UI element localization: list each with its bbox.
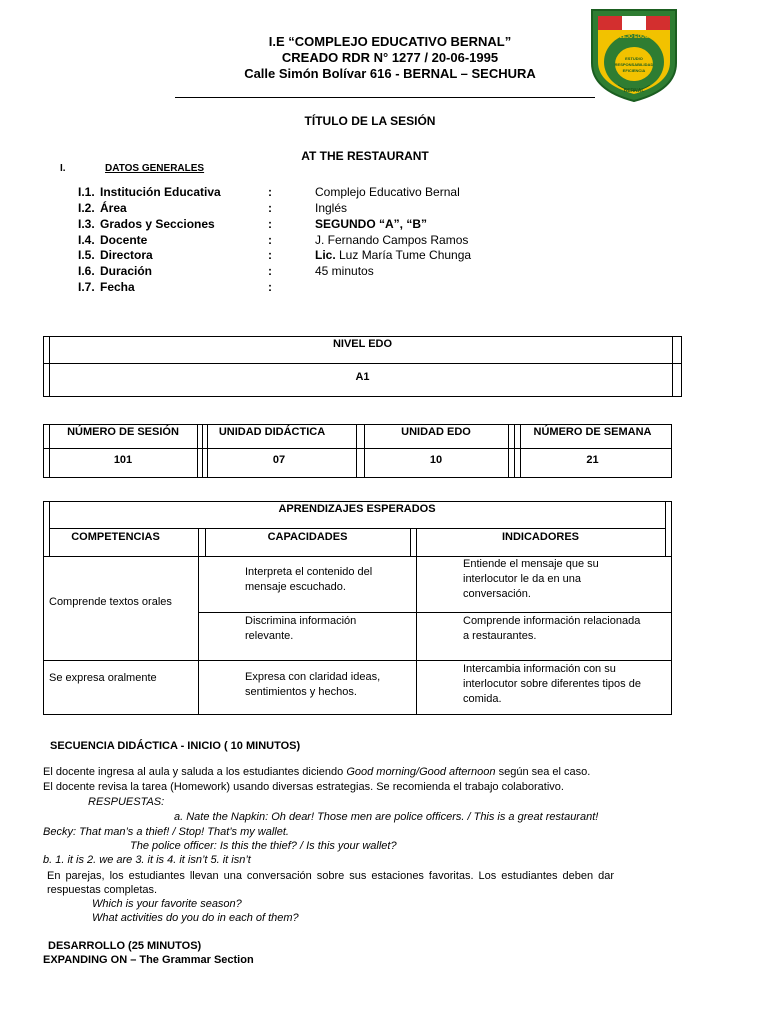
desarrollo-subtitle: EXPANDING ON – The Grammar Section	[43, 954, 254, 966]
datos-row-number: I.6.	[78, 264, 95, 278]
datos-row-number: I.3.	[78, 217, 95, 231]
indicador-1: Entiende el mensaje que su interlocutor le da en una conversación.	[463, 558, 599, 600]
week-header: NÚMERO DE SEMANA	[533, 426, 652, 438]
answer-b: b. 1. it is 2. we are 3. it is 4. it isn’t 5. it isn’t	[43, 854, 251, 866]
datos-row-colon: :	[268, 201, 272, 215]
school-address: Calle Simón Bolívar 616 - BERNAL – SECHURA	[244, 66, 536, 81]
capacidades-header: CAPACIDADES	[267, 531, 348, 543]
nivel-value: A1	[355, 371, 370, 383]
datos-row-value: Lic. Luz María Tume Chunga	[315, 248, 472, 262]
answer-a: a. Nate the Napkin: Oh dear! Those men are police officers. / This is a great restaurant!	[174, 811, 599, 823]
datos-heading: DATOS GENERALES	[105, 163, 205, 174]
datos-row-value: 45 minutos	[315, 264, 374, 278]
datos-row-number: I.4.	[78, 233, 95, 247]
header-rule	[175, 97, 595, 98]
logo-bottom-text: BERNAL	[623, 88, 645, 94]
datos-row-colon: :	[268, 248, 272, 262]
unit-edo-header: UNIDAD EDO	[401, 426, 471, 438]
competencia-1: Comprende textos orales	[49, 596, 172, 608]
question-1: Which is your favorite season?	[92, 898, 242, 910]
datos-row-colon: :	[268, 185, 272, 199]
datos-row-value: J. Fernando Campos Ramos	[315, 233, 469, 247]
indicador-3: Intercambia información con su interlocutor sobre diferentes tipos de comida.	[463, 663, 641, 705]
datos-row-label: Directora	[100, 248, 153, 262]
datos-row-value: Complejo Educativo Bernal	[315, 185, 460, 199]
aprendizajes-title: APRENDIZAJES ESPERADOS	[278, 503, 436, 515]
answer-becky: Becky: That man’s a thief! / Stop! That’s my wallet.	[43, 826, 289, 838]
indicadores-header: INDICADORES	[501, 531, 579, 543]
session-number-header: NÚMERO DE SESIÓN	[67, 426, 179, 438]
question-2: What activities do you do in each of them?	[92, 912, 299, 924]
datos-row-value: SEGUNDO “A”, “B”	[315, 217, 428, 231]
unit-value: 07	[272, 454, 286, 466]
datos-row-label: Fecha	[100, 280, 135, 294]
datos-row-label: Institución Educativa	[100, 185, 221, 199]
competencias-header: COMPETENCIAS	[71, 531, 160, 543]
datos-row-label: Duración	[100, 264, 153, 278]
session-number-value: 101	[113, 454, 133, 466]
datos-row-colon: :	[268, 233, 272, 247]
datos-row-value: Inglés	[315, 201, 348, 215]
secuencia-paragraph-2: El docente revisa la tarea (Homework) usando diversas estrategias. Se recomienda el trabajo colaborativo.	[43, 781, 564, 793]
logo-motto-1: ESTUDIO	[625, 56, 643, 61]
datos-row-colon: :	[268, 264, 272, 278]
school-crest-logo	[590, 8, 678, 103]
datos-row-number: I.5.	[78, 248, 95, 262]
answer-police: The police officer: Is this the thief? / Is this your wallet?	[130, 840, 397, 852]
unit-header: UNIDAD DIDÁCTICA	[218, 426, 326, 438]
datos-row-colon: :	[268, 280, 272, 294]
datos-row-label: Área	[100, 201, 127, 215]
secuencia-title: SECUENCIA DIDÁCTICA - INICIO ( 10 MINUTOS)	[50, 740, 301, 752]
desarrollo-title: DESARROLLO (25 MINUTOS)	[48, 940, 202, 952]
datos-row-number: I.7.	[78, 280, 95, 294]
unit-edo-value: 10	[429, 454, 443, 466]
datos-row-number: I.2.	[78, 201, 95, 215]
indicador-2: Comprende información relacionada a restaurantes.	[463, 615, 641, 642]
capacidad-2: Discrimina información relevante.	[245, 615, 357, 642]
school-resolution: CREADO RDR N° 1277 / 20-06-1995	[281, 50, 499, 65]
week-value: 21	[586, 454, 599, 466]
capacidad-1: Interpreta el contenido del mensaje escuchado.	[245, 566, 373, 593]
secuencia-paragraph-3: En parejas, los estudiantes llevan una conversación sobre sus estaciones favoritas. Los estudiantes deben dar respuestas completas.	[47, 870, 614, 896]
capacidad-3: Expresa con claridad ideas, sentimientos y hechos.	[245, 671, 381, 698]
logo-motto-3: EFICIENCIA	[622, 68, 646, 73]
datos-row-colon: :	[268, 217, 272, 231]
nivel-header: NIVEL EDO	[332, 338, 393, 350]
datos-row-label: Docente	[100, 233, 148, 247]
session-title: TÍTULO DE LA SESIÓN	[304, 114, 436, 128]
datos-row-number: I.1.	[78, 185, 95, 199]
datos-row-label: Grados y Secciones	[100, 217, 215, 231]
secuencia-paragraph-1: El docente ingresa al aula y saluda a los estudiantes diciendo Good morning/Good afternoon según sea el caso.	[43, 766, 591, 778]
competencia-2: Se expresa oralmente	[49, 672, 157, 684]
datos-number: I.	[60, 163, 66, 174]
logo-top-text: COMPLEJO EDUCATIVO	[604, 34, 664, 40]
session-topic: AT THE RESTAURANT	[301, 149, 429, 163]
logo-motto-2: RESPONSABILIDAD	[614, 62, 654, 67]
respuestas-label: RESPUESTAS:	[88, 796, 165, 808]
school-name: I.E “COMPLEJO EDUCATIVO BERNAL”	[268, 34, 512, 49]
